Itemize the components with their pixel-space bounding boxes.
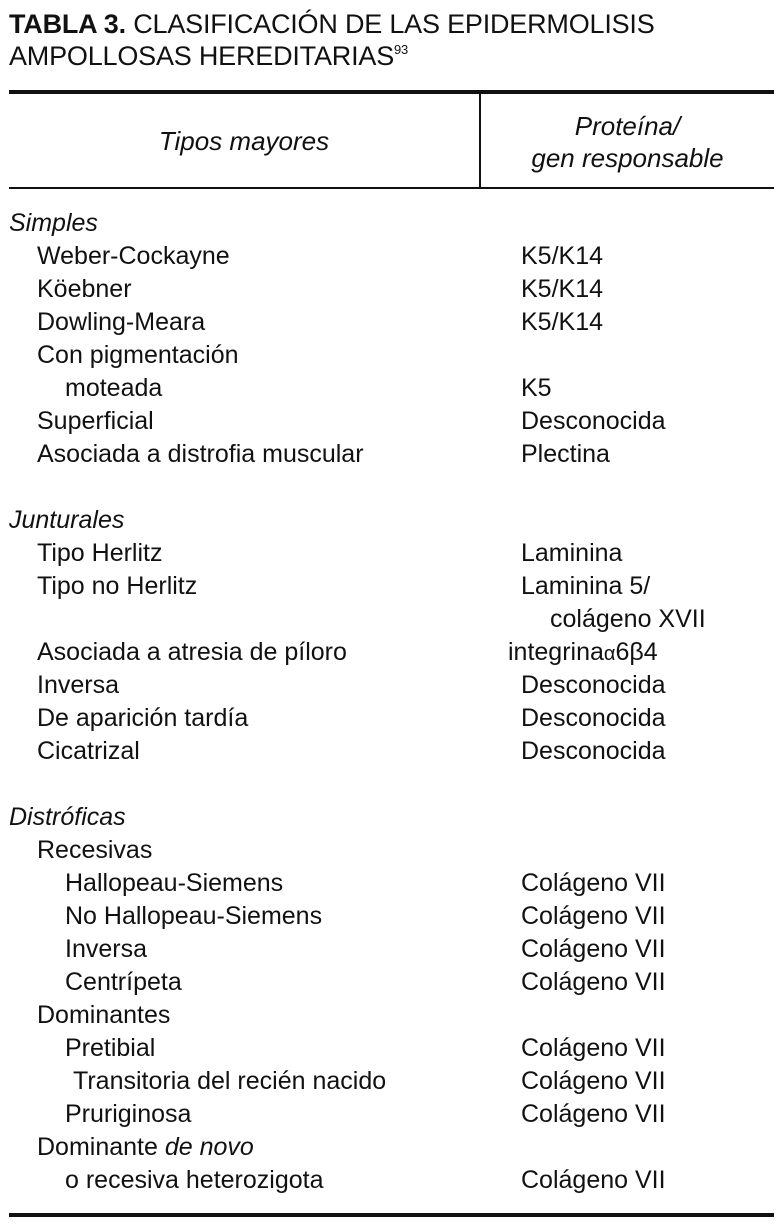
protein-number: 4: [643, 638, 658, 666]
denovo-italic: de novo: [164, 1133, 254, 1161]
protein-cell: Desconocida: [521, 737, 666, 765]
type-cell: Hallopeau-Siemens: [65, 869, 284, 897]
table-row: [0, 1098, 779, 1131]
type-cell: Cicatrizal: [37, 737, 140, 765]
type-cell: [37, 1131, 254, 1164]
protein-text: integrina: [508, 638, 604, 666]
type-cell: moteada: [65, 374, 163, 402]
table-label: TABLA 3.: [9, 9, 126, 39]
protein-cell: colágeno XVII: [550, 605, 706, 633]
top-rule: [9, 90, 774, 94]
table-body: [0, 207, 779, 1197]
type-cell: Tipo Herlitz: [37, 539, 163, 567]
subgroup-recesivas: [0, 834, 779, 867]
table-row-continuation: [0, 603, 779, 636]
protein-cell: K5: [521, 374, 552, 402]
table-title: [9, 8, 769, 72]
subgroup-title: Recesivas: [37, 836, 153, 864]
protein-cell: Laminina 5/: [521, 572, 651, 600]
subgroup-title: Dominantes: [37, 1001, 171, 1029]
protein-number: 6: [615, 638, 630, 666]
table-row: [0, 1131, 779, 1164]
table-row: [0, 669, 779, 702]
table-title-text: CLASIFICACIÓN DE LAS EPIDERMOLISIS: [125, 9, 655, 39]
header-rule: [9, 187, 774, 189]
type-cell: Inversa: [65, 935, 147, 963]
header-proteina-gen: [481, 110, 774, 174]
group-title: Junturales: [9, 506, 125, 534]
type-cell: Tipo no Herlitz: [37, 572, 198, 600]
denovo-prefix: Dominante: [37, 1133, 165, 1161]
type-cell: o recesiva heterozigota: [65, 1166, 324, 1194]
header-gen-responsable: gen responsable: [531, 143, 724, 173]
type-cell: No Hallopeau-Siemens: [65, 902, 323, 930]
reference-superscript: 93: [394, 42, 409, 57]
protein-cell: Laminina: [521, 539, 623, 567]
protein-cell: Colágeno VII: [521, 968, 666, 996]
group-header-junturales: [0, 504, 779, 537]
table-row: [0, 537, 779, 570]
subgroup-dominantes: [0, 999, 779, 1032]
table-row: [0, 438, 779, 471]
table-row: [0, 405, 779, 438]
bottom-rule: [9, 1213, 774, 1217]
protein-cell: Colágeno VII: [521, 1100, 666, 1128]
protein-cell: K5/K14: [521, 308, 604, 336]
table-row: [0, 1164, 779, 1197]
type-cell: De aparición tardía: [37, 704, 249, 732]
type-cell: Centrípeta: [65, 968, 182, 996]
table-row: [0, 867, 779, 900]
table-row: [0, 273, 779, 306]
greek-alpha: α: [603, 643, 616, 665]
group-spacer: [0, 768, 779, 801]
header-proteina: Proteína/: [574, 111, 681, 141]
table-row: [0, 966, 779, 999]
table-row: [0, 636, 779, 669]
group-title: Distróficas: [9, 803, 126, 831]
protein-cell: Plectina: [521, 440, 610, 468]
protein-cell: K5/K14: [521, 275, 604, 303]
table-row: [0, 900, 779, 933]
type-cell: Köebner: [37, 275, 132, 303]
protein-cell: Colágeno VII: [521, 869, 666, 897]
table-row: [0, 702, 779, 735]
group-title: Simples: [9, 209, 98, 237]
header-tipos-mayores: Tipos mayores: [158, 126, 330, 156]
protein-cell: Colágeno VII: [521, 902, 666, 930]
type-cell: Con pigmentación: [37, 341, 239, 369]
group-header-simples: [0, 207, 779, 240]
protein-cell: Desconocida: [521, 671, 666, 699]
type-cell: Dowling-Meara: [37, 308, 206, 336]
type-cell: Weber-Cockayne: [37, 242, 230, 270]
group-spacer: [0, 471, 779, 504]
protein-cell: Desconocida: [521, 704, 666, 732]
table-row: [0, 1065, 779, 1098]
table-row: [0, 372, 779, 405]
protein-cell: Colágeno VII: [521, 1166, 666, 1194]
protein-cell: [508, 636, 658, 671]
type-cell: Inversa: [37, 671, 119, 699]
table-title-line2: AMPOLLOSAS HEREDITARIAS: [9, 41, 395, 71]
table-row: [0, 339, 779, 372]
group-header-distroficas: [0, 801, 779, 834]
table-row: [0, 240, 779, 273]
type-cell: Transitoria del recién nacido: [73, 1067, 387, 1095]
type-cell: Pretibial: [65, 1034, 156, 1062]
protein-cell: Colágeno VII: [521, 935, 666, 963]
greek-beta: β: [629, 638, 644, 666]
table-row: [0, 1032, 779, 1065]
protein-cell: Colágeno VII: [521, 1067, 666, 1095]
table-row: [0, 735, 779, 768]
type-cell: Superficial: [37, 407, 154, 435]
protein-cell: Colágeno VII: [521, 1034, 666, 1062]
protein-cell: K5/K14: [521, 242, 604, 270]
type-cell: Asociada a atresia de píloro: [37, 638, 347, 666]
table-row: [0, 933, 779, 966]
type-cell: Pruriginosa: [65, 1100, 192, 1128]
table-row: [0, 306, 779, 339]
table-row: [0, 570, 779, 603]
type-cell: Asociada a distrofia muscular: [37, 440, 364, 468]
protein-cell: Desconocida: [521, 407, 666, 435]
